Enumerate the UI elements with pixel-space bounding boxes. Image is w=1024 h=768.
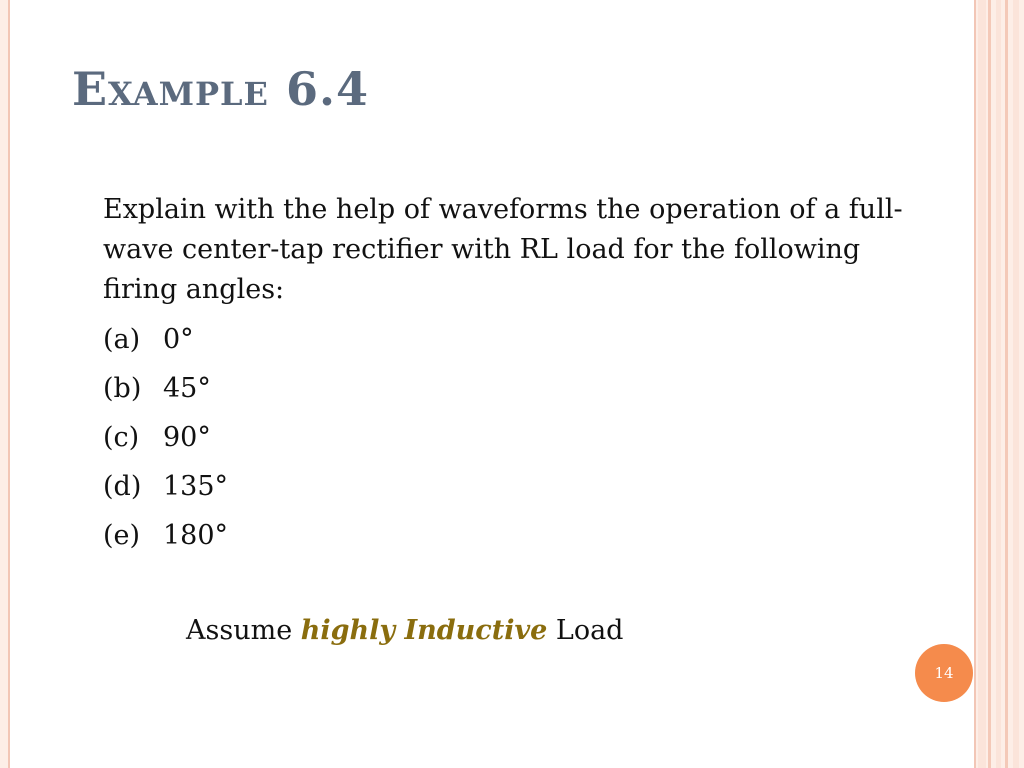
item-value: 90° [163, 422, 211, 453]
item-value: 0° [163, 324, 194, 355]
list-item [103, 418, 228, 467]
problem-statement: Explain with the help of waveforms the operation of a full-wave center-tap rectifier with RL load for the following firing angles: [103, 194, 903, 305]
assumption-note [186, 615, 623, 646]
assumption-post: Load [547, 615, 624, 646]
list-item [103, 369, 228, 418]
decorative-stripe [1005, 0, 1008, 768]
decorative-stripe [988, 0, 991, 768]
list-item [103, 467, 228, 516]
item-label: (a) [103, 324, 141, 355]
item-value: 135° [163, 471, 229, 502]
page-number-badge [915, 644, 973, 702]
item-label: (e) [103, 520, 141, 551]
item-label: (d) [103, 471, 142, 502]
item-value: 45° [163, 373, 211, 404]
item-label: (b) [103, 373, 142, 404]
page-number: 14 [934, 664, 954, 682]
decorative-stripe [978, 0, 986, 768]
slide [8, 0, 976, 768]
item-label: (c) [103, 422, 140, 453]
slide-title: Example 6.4 [72, 62, 369, 116]
list-item [103, 516, 228, 565]
assumption-pre: Assume [186, 615, 301, 646]
list-item [103, 320, 228, 369]
item-value: 180° [163, 520, 229, 551]
firing-angle-list [103, 320, 228, 565]
decorative-stripe [996, 0, 1001, 768]
assumption-emphasis: highly Inductive [300, 615, 548, 646]
decorative-stripe [1013, 0, 1019, 768]
